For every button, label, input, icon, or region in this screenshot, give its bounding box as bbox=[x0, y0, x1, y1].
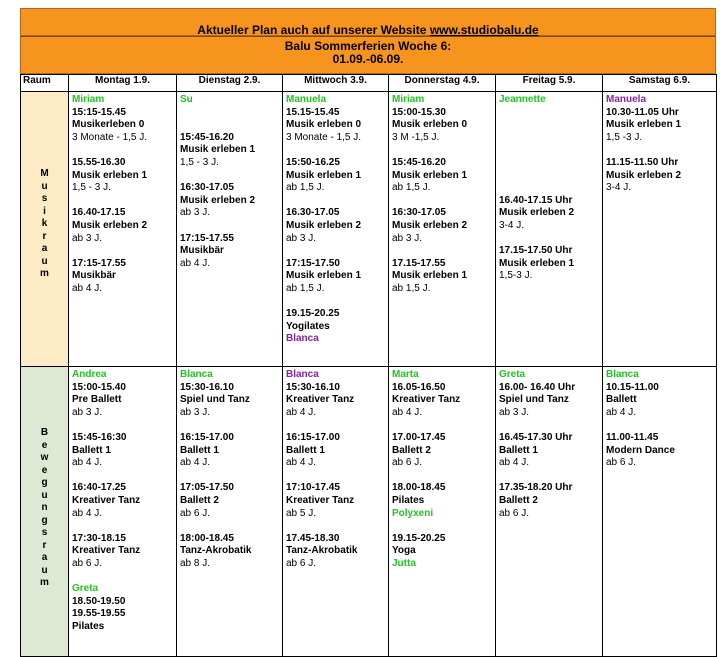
class-age: ab 4 J. bbox=[392, 406, 423, 418]
class-title: Ballett 1 bbox=[72, 444, 111, 456]
class-age: ab 6 J. bbox=[392, 457, 423, 469]
room-name-vertical bbox=[40, 168, 49, 281]
room-letter: n bbox=[41, 502, 48, 513]
bewegung-friday-cell bbox=[496, 367, 603, 657]
class-age: ab 3 J. bbox=[180, 406, 211, 418]
class-age: ab 3 J. bbox=[499, 406, 530, 418]
class-title: Musik erleben 2 bbox=[606, 169, 682, 181]
class-time: 16.40-17.15 bbox=[72, 207, 126, 219]
bewegungsraum-row bbox=[21, 367, 717, 657]
class-age: ab 4 J. bbox=[606, 406, 637, 418]
class-age: ab 3 J. bbox=[72, 232, 103, 244]
class-title: Musik erleben 0 bbox=[392, 119, 468, 131]
class-age: ab 4 J. bbox=[286, 406, 317, 418]
room-letter: r bbox=[42, 230, 47, 242]
class-age: ab 1,5 J. bbox=[286, 282, 325, 294]
class-age: 1,5 - 3 J. bbox=[180, 156, 219, 168]
bewegung-monday-cell bbox=[69, 367, 177, 657]
teacher-name: Manuela bbox=[286, 94, 327, 105]
room-letter: u bbox=[41, 564, 48, 576]
class-title: Kreativer Tanz bbox=[286, 394, 355, 406]
class-time: 15:00-15.30 bbox=[392, 106, 446, 118]
room-letter: a bbox=[41, 243, 48, 254]
teacher-name: Polyxeni bbox=[392, 507, 434, 519]
class-age: ab 6 J. bbox=[606, 457, 637, 469]
class-title: Musik erleben 1 bbox=[392, 169, 468, 181]
teacher-name: Blanca bbox=[180, 369, 213, 380]
class-title: Ballett 2 bbox=[499, 494, 538, 506]
class-age: ab 1,5 J. bbox=[392, 282, 431, 294]
class-age: 3-4 J. bbox=[499, 219, 525, 231]
class-title: Pilates bbox=[72, 620, 105, 632]
class-title: Ballett 2 bbox=[392, 444, 431, 456]
class-time: 17:30-18.15 bbox=[72, 532, 126, 544]
class-title: Kreativer Tanz bbox=[392, 394, 461, 406]
teacher-name: Miriam bbox=[72, 94, 105, 105]
room-letter: k bbox=[41, 218, 48, 229]
musik-thursday-cell bbox=[389, 92, 496, 367]
class-time: 17:15-17.55 bbox=[180, 232, 234, 244]
class-time: 17.15-17.55 bbox=[392, 257, 446, 269]
class-title: Musik erleben 1 bbox=[392, 270, 468, 282]
header-row bbox=[21, 75, 717, 92]
room-letter: u bbox=[41, 255, 48, 267]
class-age: ab 3 J. bbox=[392, 232, 423, 244]
room-letter: s bbox=[41, 193, 48, 204]
class-time: 11.15-11.50 Uhr bbox=[606, 156, 679, 168]
class-title: Musik erleben 1 bbox=[286, 169, 362, 181]
class-age: ab 6 J. bbox=[180, 507, 211, 519]
col-header-friday: Freitag 5.9. bbox=[496, 75, 603, 92]
class-time: 19.55-19.55 bbox=[72, 608, 126, 620]
col-header-tuesday: Dienstag 2.9. bbox=[177, 75, 283, 92]
class-title: Musik erleben 1 bbox=[72, 169, 148, 181]
class-title: Pilates bbox=[392, 494, 425, 506]
room-letter: r bbox=[42, 539, 47, 551]
class-time: 17.00-17.45 bbox=[392, 431, 446, 443]
bewegung-saturday-cell bbox=[603, 367, 717, 657]
bewegung-tuesday-cell bbox=[177, 367, 283, 657]
class-time: 15:15-15.45 bbox=[72, 106, 126, 118]
room-letter: w bbox=[40, 452, 49, 463]
class-title: Modern Dance bbox=[606, 444, 675, 456]
class-time: 15:45-16.20 bbox=[180, 131, 234, 143]
class-time: 10.30-11.05 Uhr bbox=[606, 106, 679, 118]
class-age: ab 3 J. bbox=[286, 232, 317, 244]
room-letter: u bbox=[41, 489, 48, 501]
class-time: 16.40-17.15 Uhr bbox=[499, 194, 573, 206]
room-letter: e bbox=[41, 439, 48, 451]
musik-tuesday-cell bbox=[177, 92, 283, 367]
class-time: 15.55-16.30 bbox=[72, 156, 126, 168]
musik-monday-cell bbox=[69, 92, 177, 367]
teacher-name: Blanca bbox=[606, 369, 639, 380]
class-time: 15:30-16.10 bbox=[286, 381, 340, 393]
class-time: 17:10-17.45 bbox=[286, 482, 340, 494]
class-time: 16.00- 16.40 Uhr bbox=[499, 381, 576, 393]
class-time: 10.15-11.00 bbox=[606, 381, 659, 393]
class-title: Musik erleben 1 bbox=[606, 119, 682, 131]
class-time: 16.30-17.05 bbox=[286, 207, 340, 219]
class-age: ab 5 J. bbox=[286, 507, 317, 519]
class-time: 16:30-17.05 bbox=[392, 207, 446, 219]
room-letter: s bbox=[41, 527, 48, 538]
class-age: 3 M -1,5 J. bbox=[392, 131, 440, 143]
class-age: ab 6 J. bbox=[286, 557, 317, 569]
musikraum-row bbox=[21, 92, 717, 367]
class-time: 15:00-15.40 bbox=[72, 381, 126, 393]
class-age: ab 1,5 J. bbox=[392, 182, 431, 194]
bewegung-wednesday-cell bbox=[283, 367, 389, 657]
class-time: 16:40-17.25 bbox=[72, 482, 126, 494]
class-title: Musikbär bbox=[72, 270, 116, 282]
class-time: 16:15-17.00 bbox=[180, 431, 234, 443]
class-age: ab 4 J. bbox=[180, 457, 211, 469]
class-title: Musik erleben 2 bbox=[392, 219, 468, 231]
week-dates: 01.09.-06.09. bbox=[332, 52, 404, 66]
class-time: 17.15-17.50 Uhr bbox=[499, 245, 573, 257]
class-age: ab 1,5 J. bbox=[286, 182, 325, 194]
room-letter: B bbox=[40, 427, 49, 438]
room-letter: g bbox=[41, 514, 48, 526]
class-title: Ballett 1 bbox=[499, 444, 538, 456]
class-time: 16:15-17.00 bbox=[286, 431, 340, 443]
class-age: ab 4 J. bbox=[72, 507, 103, 519]
bewegung-thursday-cell bbox=[389, 367, 496, 657]
class-age: ab 4 J. bbox=[180, 257, 211, 269]
room-letter: M bbox=[40, 168, 49, 179]
teacher-name: Andrea bbox=[72, 369, 107, 380]
teacher-name: Greta bbox=[72, 583, 99, 595]
class-time: 17.45-18.30 bbox=[286, 532, 340, 544]
teacher-name: Blanca bbox=[286, 369, 319, 380]
class-time: 18.00-18.45 bbox=[392, 482, 446, 494]
musik-wednesday-cell bbox=[283, 92, 389, 367]
col-header-saturday: Samstag 6.9. bbox=[603, 75, 717, 92]
website-banner bbox=[20, 8, 716, 36]
class-title: Kreativer Tanz bbox=[72, 545, 141, 557]
class-title: Musik erleben 1 bbox=[286, 270, 362, 282]
class-age: 1,5 - 3 J. bbox=[72, 182, 111, 194]
week-banner bbox=[20, 36, 716, 74]
class-title: Musik erleben 1 bbox=[499, 257, 575, 269]
class-time: 16:30-17.05 bbox=[180, 182, 234, 194]
col-header-raum: Raum bbox=[21, 75, 69, 92]
class-time: 17:15-17.50 bbox=[286, 257, 340, 269]
class-time: 18.50-19.50 bbox=[72, 595, 126, 607]
class-time: 16.05-16.50 bbox=[392, 381, 446, 393]
class-title: Musik erleben 2 bbox=[286, 219, 362, 231]
class-age: ab 3 J. bbox=[180, 207, 211, 219]
class-title: Musikerleben 0 bbox=[72, 119, 145, 131]
class-title: Musikbär bbox=[180, 245, 224, 257]
teacher-name: Su bbox=[180, 94, 193, 105]
class-time: 15:30-16.10 bbox=[180, 381, 234, 393]
musik-friday-cell bbox=[496, 92, 603, 367]
class-age: 3 Monate - 1,5 J. bbox=[286, 131, 362, 143]
class-time: 16.45-17.30 Uhr bbox=[499, 431, 573, 443]
class-time: 17.35-18.20 Uhr bbox=[499, 482, 573, 494]
website-link[interactable]: www.studiobalu.de bbox=[429, 23, 539, 37]
teacher-name: Miriam bbox=[392, 94, 425, 105]
class-title: Yoga bbox=[392, 545, 416, 557]
room-letter: m bbox=[40, 577, 49, 588]
class-age: ab 4 J. bbox=[286, 457, 317, 469]
class-title: Pre Ballett bbox=[72, 394, 122, 406]
class-time: 15:45-16:30 bbox=[72, 431, 127, 443]
room-letter: i bbox=[43, 205, 46, 217]
teacher-name: Blanca bbox=[286, 333, 319, 345]
class-title: Yogilates bbox=[286, 320, 330, 332]
class-age: ab 8 J. bbox=[180, 557, 211, 569]
class-time: 17:15-17.55 bbox=[72, 257, 126, 269]
class-time: 17:05-17.50 bbox=[180, 482, 234, 494]
class-title: Ballett bbox=[606, 394, 637, 406]
class-title: Musik erleben 2 bbox=[180, 194, 256, 206]
class-title: Ballett 1 bbox=[286, 444, 325, 456]
class-title: Ballett 1 bbox=[180, 444, 219, 456]
class-age: ab 4 J. bbox=[499, 457, 530, 469]
room-letter: e bbox=[41, 464, 48, 476]
class-time: 19.15-20.25 bbox=[286, 308, 340, 320]
class-time: 15:50-16.25 bbox=[286, 156, 340, 168]
teacher-name: Jeannette bbox=[499, 94, 546, 105]
teacher-name: Jutta bbox=[392, 557, 416, 569]
class-title: Ballett 2 bbox=[180, 494, 219, 506]
week-title: Balu Sommerferien Woche 6: bbox=[284, 39, 452, 53]
class-age: ab 4 J. bbox=[72, 282, 103, 294]
class-title: Musik erleben 2 bbox=[499, 207, 575, 219]
class-title: Spiel und Tanz bbox=[180, 394, 250, 406]
teacher-name: Greta bbox=[499, 369, 526, 380]
teacher-name: Manuela bbox=[606, 94, 647, 105]
room-name-vertical bbox=[40, 427, 49, 590]
col-header-monday: Montag 1.9. bbox=[69, 75, 177, 92]
class-time: 19.15-20.25 bbox=[392, 532, 446, 544]
class-title: Musik erleben 1 bbox=[180, 144, 256, 156]
room-letter: a bbox=[41, 552, 48, 563]
banner-text: Aktueller Plan auch auf unserer Website bbox=[197, 23, 430, 37]
room-letter: u bbox=[41, 180, 48, 192]
room-label-musikraum bbox=[21, 92, 69, 367]
class-time: 11.00-11.45 bbox=[606, 431, 659, 443]
class-title: Tanz-Akrobatik bbox=[286, 545, 358, 557]
schedule-table bbox=[20, 74, 717, 657]
teacher-name: Marta bbox=[392, 369, 419, 380]
room-label-bewegungsraum bbox=[21, 367, 69, 657]
class-time: 15.15-15.45 bbox=[286, 106, 340, 118]
class-time: 15:45-16.20 bbox=[392, 156, 446, 168]
class-age: ab 3 J. bbox=[72, 406, 103, 418]
class-age: 1,5 -3 J. bbox=[606, 131, 643, 143]
class-age: 3 Monate - 1,5 J. bbox=[72, 131, 148, 143]
room-letter: g bbox=[41, 477, 48, 488]
class-age: ab 6 J. bbox=[499, 507, 530, 519]
class-title: Kreativer Tanz bbox=[72, 494, 141, 506]
class-age: 1,5-3 J. bbox=[499, 270, 533, 282]
col-header-thursday: Donnerstag 4.9. bbox=[389, 75, 496, 92]
class-age: 3-4 J. bbox=[606, 182, 632, 194]
class-title: Kreativer Tanz bbox=[286, 494, 355, 506]
class-title: Musik erleben 2 bbox=[72, 219, 148, 231]
schedule-document bbox=[20, 8, 716, 657]
class-age: ab 6 J. bbox=[72, 557, 103, 569]
class-time: 18:00-18.45 bbox=[180, 532, 234, 544]
class-title: Spiel und Tanz bbox=[499, 394, 569, 406]
class-title: Musik erleben 0 bbox=[286, 119, 362, 131]
class-title: Tanz-Akrobatik bbox=[180, 545, 252, 557]
musik-saturday-cell bbox=[603, 92, 717, 367]
room-letter: m bbox=[40, 268, 49, 279]
col-header-wednesday: Mittwoch 3.9. bbox=[283, 75, 389, 92]
class-age: ab 4 J. bbox=[72, 457, 103, 469]
